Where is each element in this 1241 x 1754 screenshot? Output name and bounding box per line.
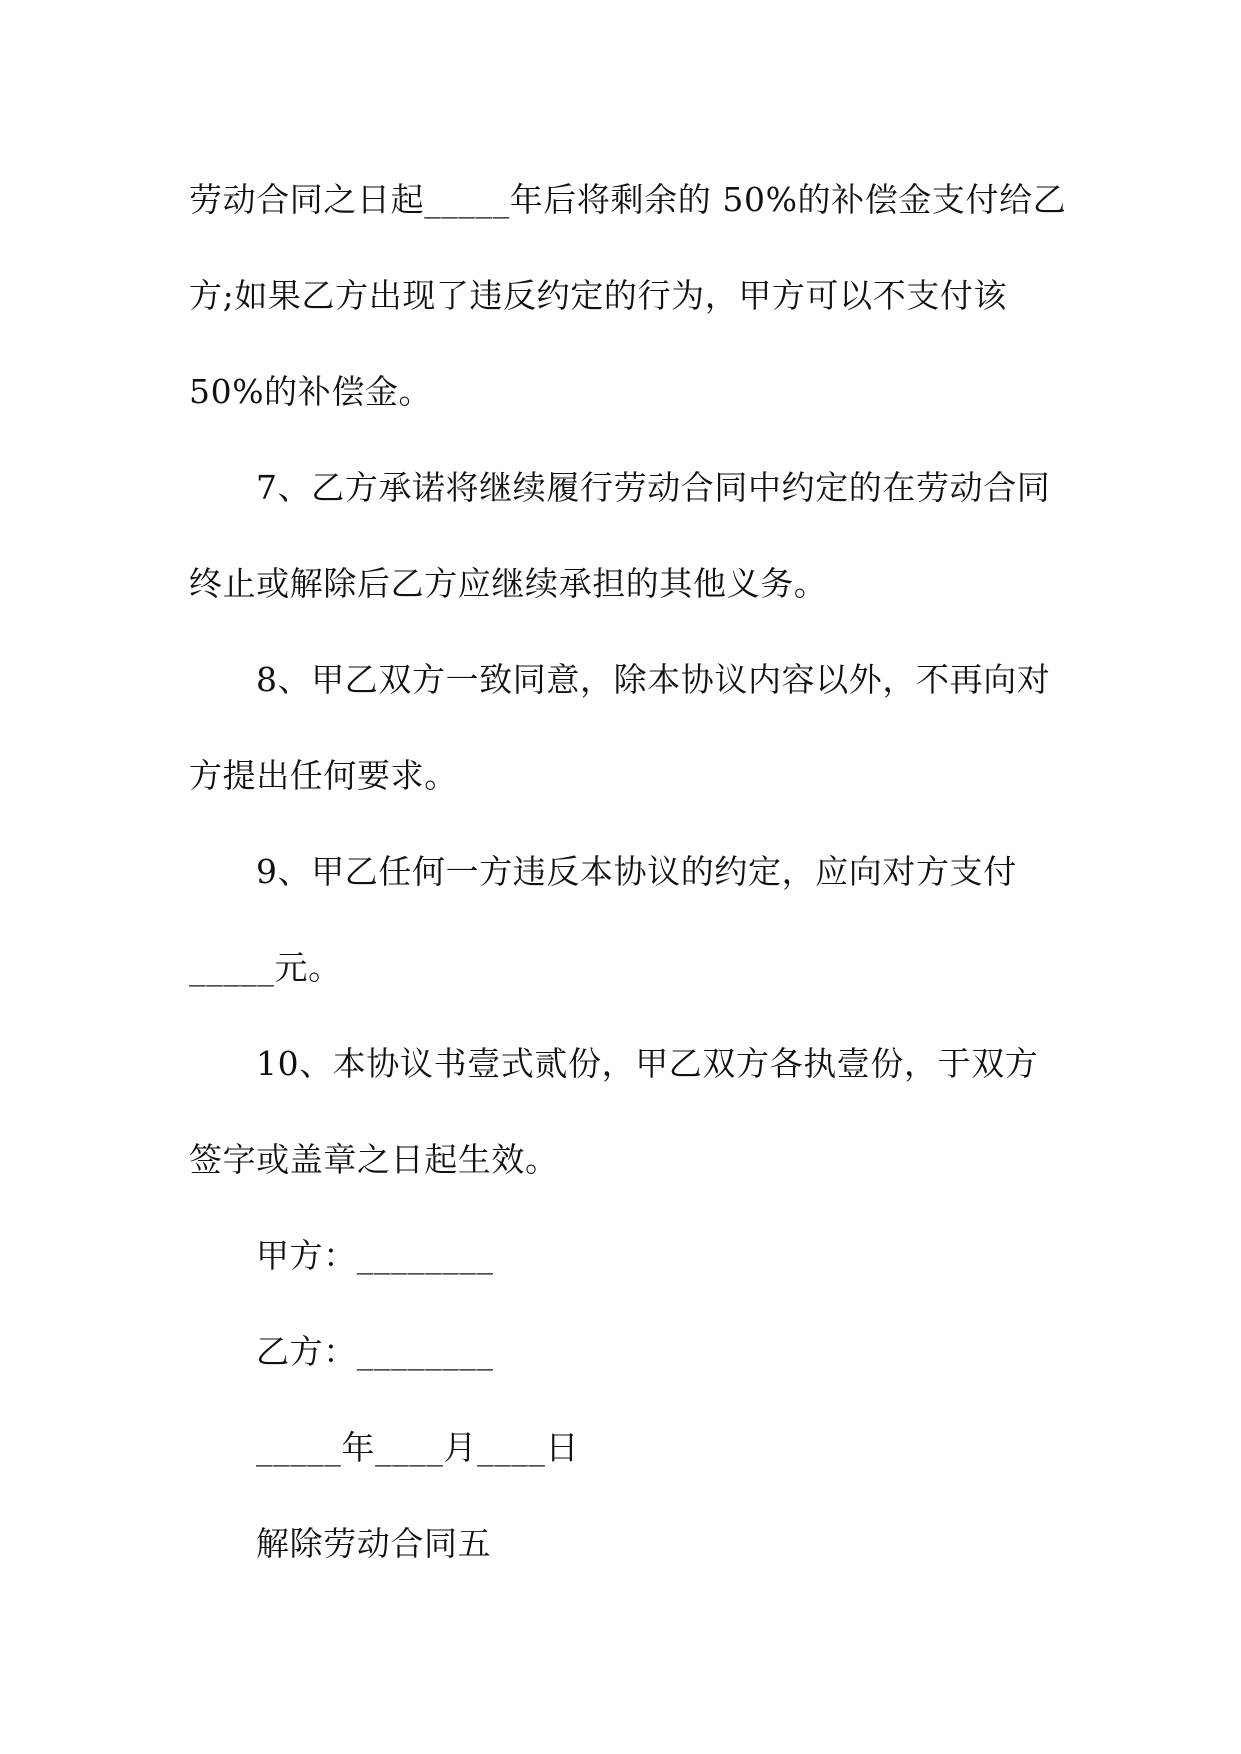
next-section-heading: 解除劳动合同五 <box>256 1524 492 1563</box>
party-b-signature-line: 乙方：________ <box>256 1332 494 1371</box>
paragraph-6-line-1: 劳动合同之日起_____年后将剩余的 50%的补偿金支付给乙 <box>189 180 1067 219</box>
clause-8-line-1: 8、甲乙双方一致同意，除本协议内容以外，不再向对 <box>256 660 1051 699</box>
clause-8-line-2: 方提出任何要求。 <box>189 756 458 795</box>
date-line: _____年____月____日 <box>256 1428 580 1467</box>
clause-7-line-1: 7、乙方承诺将继续履行劳动合同中约定的在劳动合同 <box>256 468 1051 507</box>
party-a-signature-line: 甲方：________ <box>256 1236 494 1275</box>
clause-9-line-2: _____元。 <box>189 948 342 987</box>
paragraph-6-line-3: 50%的补偿金。 <box>189 372 433 411</box>
clause-7-line-2: 终止或解除后乙方应继续承担的其他义务。 <box>189 564 828 603</box>
clause-9-line-1: 9、甲乙任何一方违反本协议的约定，应向对方支付 <box>256 852 1017 891</box>
paragraph-6-line-2: 方;如果乙方出现了违反约定的行为，甲方可以不支付该 <box>189 276 1008 315</box>
clause-10-line-1: 10、本协议书壹式贰份，甲乙双方各执壹份，于双方 <box>256 1044 1039 1083</box>
clause-10-line-2: 签字或盖章之日起生效。 <box>189 1140 559 1179</box>
